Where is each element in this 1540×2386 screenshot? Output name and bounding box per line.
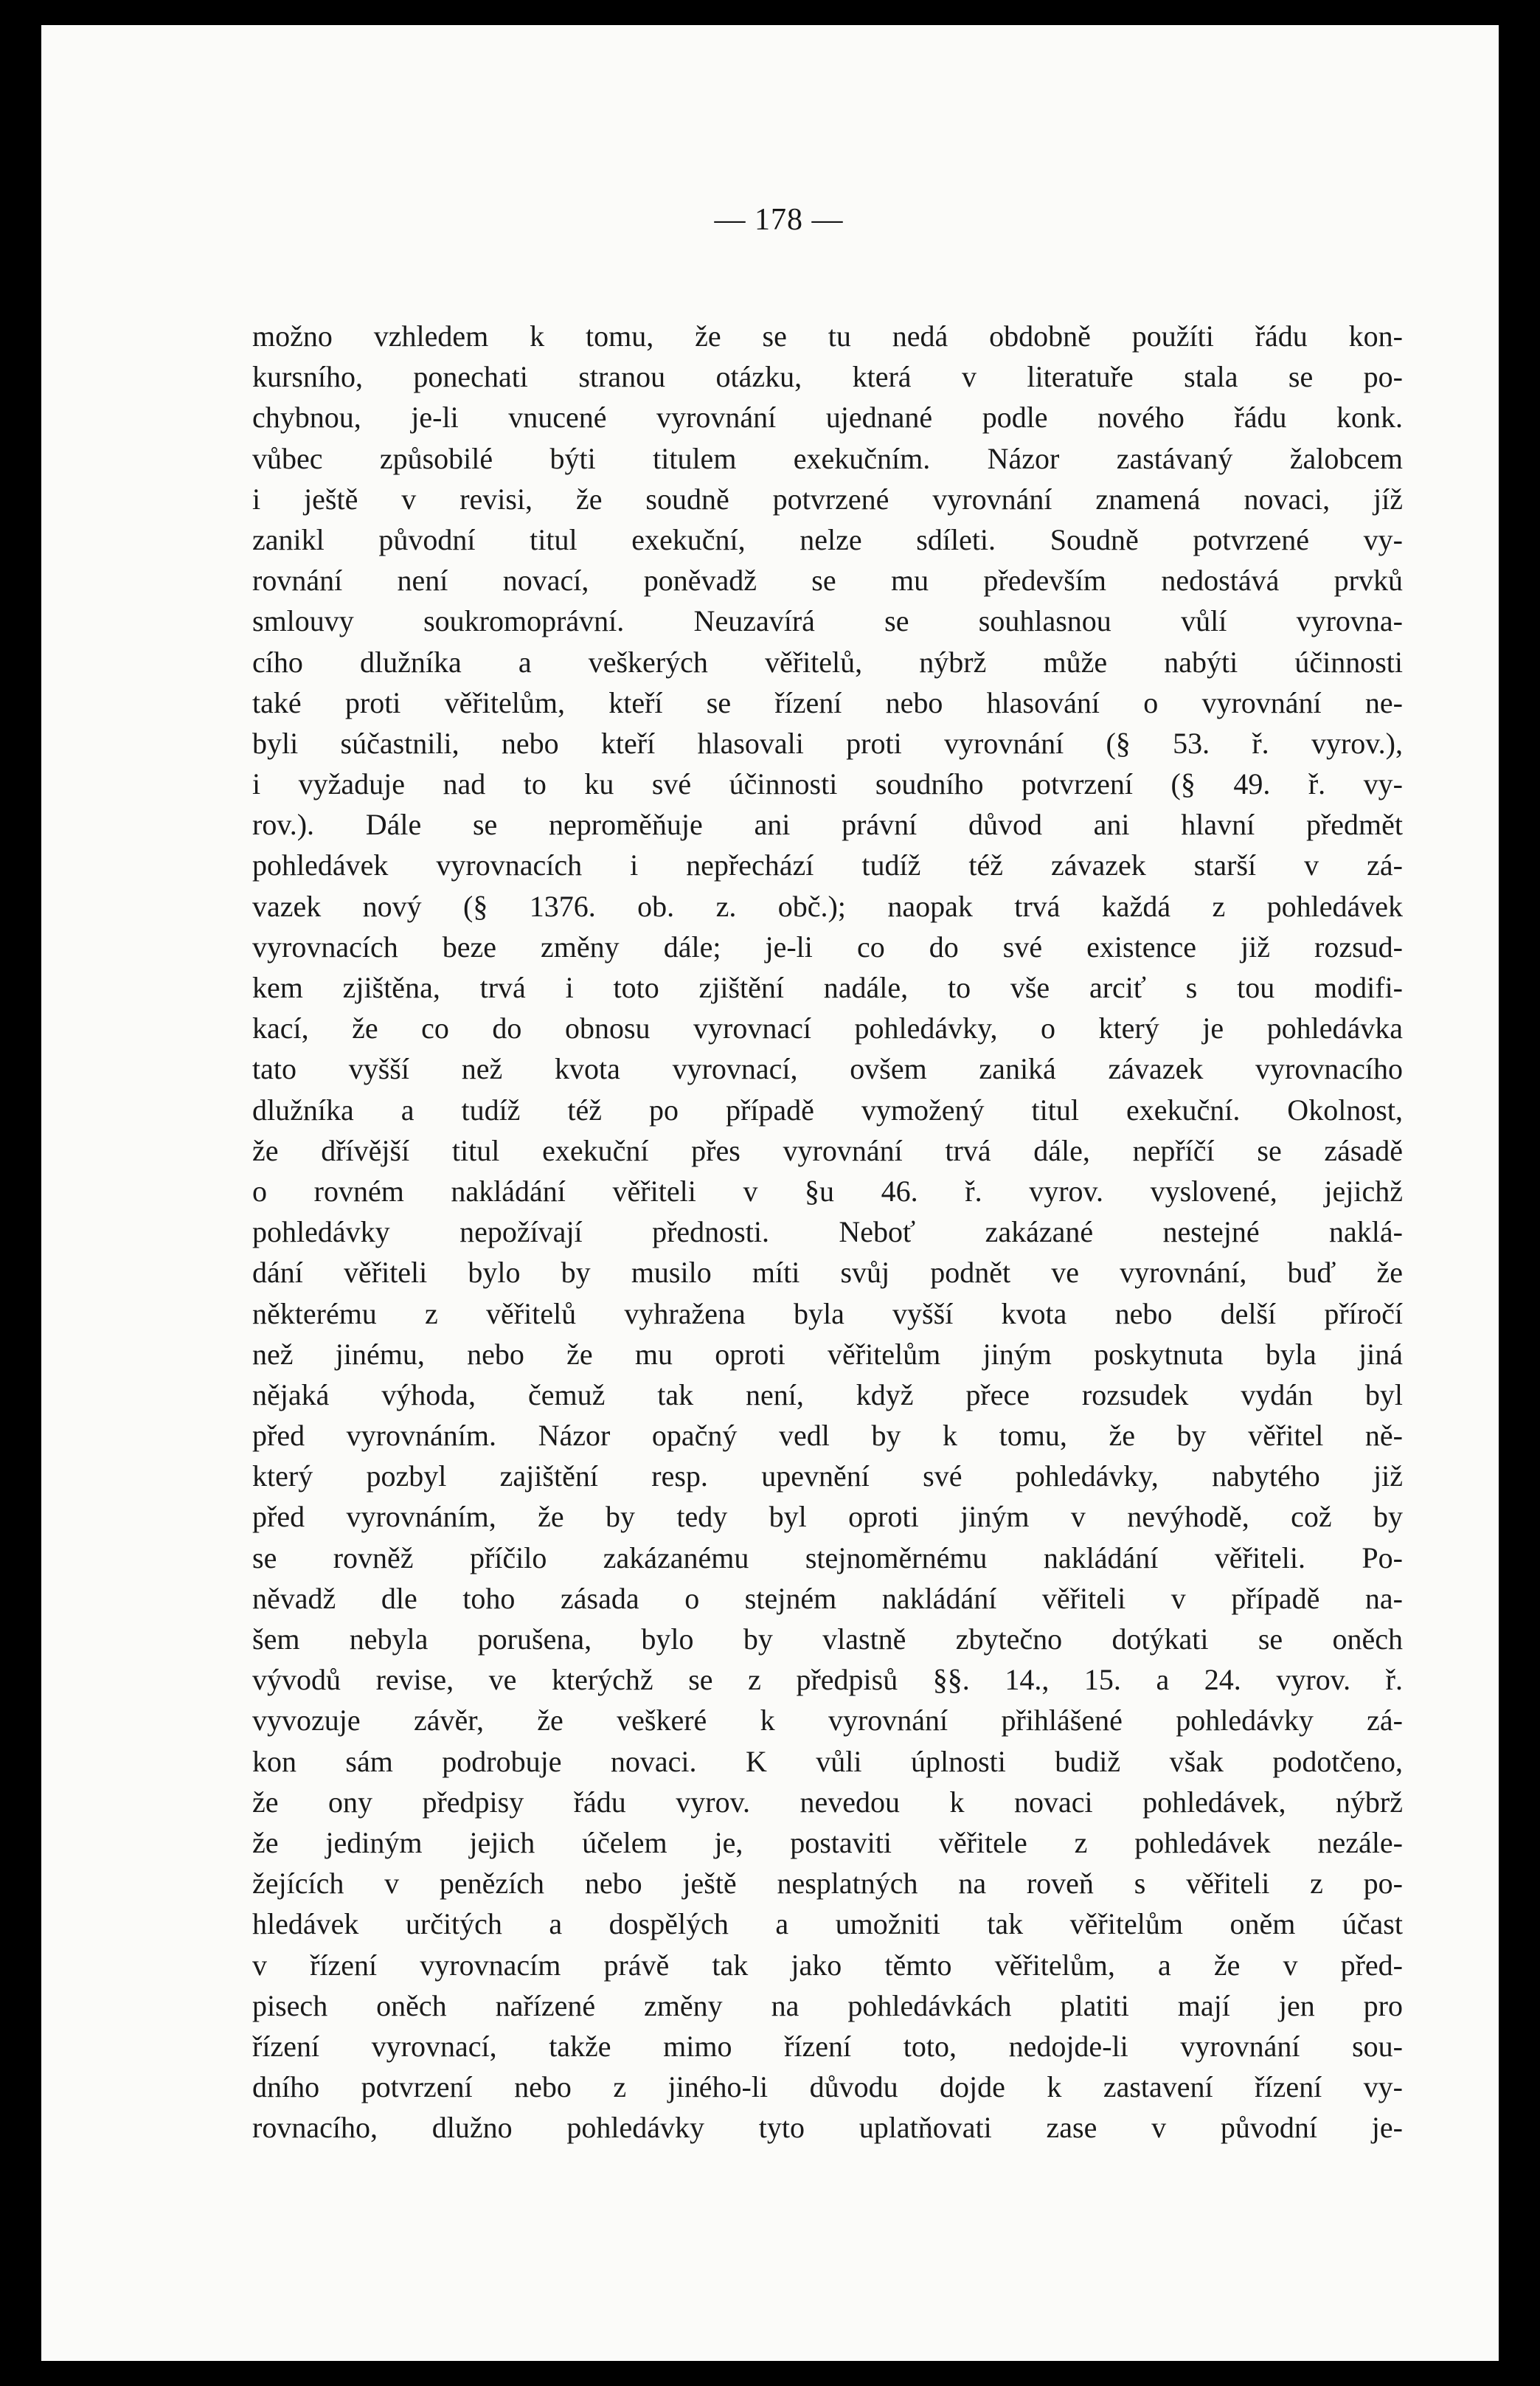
text-line-40: hledávek určitých a dospělých a umožniti tak věřitelům oněm účast: [252, 1907, 1403, 1941]
text-line-41: v řízení vyrovnacím právě tak jako těmto věřitelům, a že v před-: [252, 1948, 1403, 1982]
text-line-19: tato vyšší než kvota vyrovnací, ovšem zaniká závazek vyrovnacího: [252, 1052, 1403, 1086]
text-line-3: chybnou, je-li vnucené vyrovnání ujednané podle nového řádu konk.: [252, 401, 1403, 435]
text-line-13: rov.). Dále se neproměňuje ani právní důvod ani hlavní předmět: [252, 808, 1403, 842]
body-text: [252, 316, 1403, 2148]
text-line-25: některému z věřitelů vyhražena byla vyšší kvota nebo delší příročí: [252, 1296, 1403, 1330]
text-line-5: i ještě v revisi, že soudně potvrzené vyrovnání znamená novaci, jíž: [252, 482, 1403, 516]
text-line-15: vazek nový (§ 1376. ob. z. obč.); naopak trvá každá z pohledávek: [252, 889, 1403, 923]
text-line-30: před vyrovnáním, že by tedy byl oproti jiným v nevýhodě, což by: [252, 1500, 1403, 1534]
text-line-7: rovnání není novací, poněvadž se mu především nedostává prvků: [252, 564, 1403, 598]
text-line-20: dlužníka a tudíž též po případě vymožený titul exekuční. Okolnost,: [252, 1093, 1403, 1127]
text-line-38: že jediným jejich účelem je, postaviti věřitele z pohledávek nezále-: [252, 1825, 1403, 1859]
text-line-16: vyrovnacích beze změny dále; je-li co do své existence již rozsud-: [252, 930, 1403, 964]
text-line-42: pisech oněch nařízené změny na pohledávkách platiti mají jen pro: [252, 1988, 1403, 2022]
scanned-page: [41, 25, 1499, 2361]
text-line-34: vývodů revise, ve kterýchž se z předpisů §§. 14., 15. a 24. vyrov. ř.: [252, 1663, 1403, 1697]
text-line-29: který pozbyl zajištění resp. upevnění své pohledávky, nabytého již: [252, 1459, 1403, 1493]
page-number: — 178 —: [714, 203, 844, 237]
text-line-22: o rovném nakládání věřiteli v §u 46. ř. vyrov. vyslovené, jejichž: [252, 1174, 1403, 1208]
text-line-1: možno vzhledem k tomu, že se tu nedá obdobně použíti řádu kon-: [252, 319, 1403, 353]
text-line-8: smlouvy soukromoprávní. Neuzavírá se souhlasnou vůlí vyrovna-: [252, 604, 1403, 638]
text-line-10: také proti věřitelům, kteří se řízení nebo hlasování o vyrovnání ne-: [252, 685, 1403, 719]
text-line-27: nějaká výhoda, čemuž tak není, když přece rozsudek vydán byl: [252, 1377, 1403, 1411]
text-line-28: před vyrovnáním. Názor opačný vedl by k tomu, že by věřitel ně-: [252, 1419, 1403, 1453]
text-line-17: kem zjištěna, trvá i toto zjištění nadále, to vše arciť s tou modifi-: [252, 971, 1403, 1004]
text-line-24: dání věřiteli bylo by musilo míti svůj podnět ve vyrovnání, buď že: [252, 1256, 1403, 1290]
text-line-6: zanikl původní titul exekuční, nelze sdíleti. Soudně potvrzené vy-: [252, 522, 1403, 556]
text-line-31: se rovněž příčilo zakázanému stejnoměrnému nakládání věřiteli. Po-: [252, 1540, 1403, 1574]
text-line-39: žejících v penězích nebo ještě nesplatných na roveň s věřiteli z po-: [252, 1867, 1403, 1901]
text-line-4: vůbec způsobilé býti titulem exekučním. Názor zastávaný žalobcem: [252, 441, 1403, 475]
text-line-43: řízení vyrovnací, takže mimo řízení toto, nedojde-li vyrovnání sou-: [252, 2029, 1403, 2063]
text-line-35: vyvozuje závěr, že veškeré k vyrovnání přihlášené pohledávky zá-: [252, 1704, 1403, 1737]
text-line-18: kací, že co do obnosu vyrovnací pohledávky, o který je pohledávka: [252, 1012, 1403, 1045]
text-line-14: pohledávek vyrovnacích i nepřechází tudíž též závazek starší v zá-: [252, 848, 1403, 882]
text-line-45: rovnacího, dlužno pohledávky tyto uplatňovati zase v původní je-: [252, 2111, 1403, 2145]
text-line-36: kon sám podrobuje novaci. K vůli úplnosti budiž však podotčeno,: [252, 1744, 1403, 1778]
text-line-32: něvadž dle toho zásada o stejném nakládání věřiteli v případě na-: [252, 1581, 1403, 1615]
text-line-9: cího dlužníka a veškerých věřitelů, nýbrž může nabýti účinnosti: [252, 645, 1403, 679]
text-line-44: dního potvrzení nebo z jiného-li důvodu dojde k zastavení řízení vy-: [252, 2070, 1403, 2104]
text-line-2: kursního, ponechati stranou otázku, která v literatuře stala se po-: [252, 360, 1403, 394]
text-line-11: byli súčastnili, nebo kteří hlasovali proti vyrovnání (§ 53. ř. vyrov.),: [252, 726, 1403, 760]
text-line-26: než jinému, nebo že mu oproti věřitelům jiným poskytnuta byla jiná: [252, 1337, 1403, 1371]
text-line-21: že dřívější titul exekuční přes vyrovnání trvá dále, nepříčí se zásadě: [252, 1133, 1403, 1167]
text-line-12: i vyžaduje nad to ku své účinnosti soudního potvrzení (§ 49. ř. vy-: [252, 767, 1403, 801]
text-line-23: pohledávky nepožívají přednosti. Neboť zakázané nestejné naklá-: [252, 1215, 1403, 1249]
text-line-33: šem nebyla porušena, bylo by vlastně zbytečno dotýkati se oněch: [252, 1622, 1403, 1656]
text-line-37: že ony předpisy řádu vyrov. nevedou k novaci pohledávek, nýbrž: [252, 1785, 1403, 1819]
